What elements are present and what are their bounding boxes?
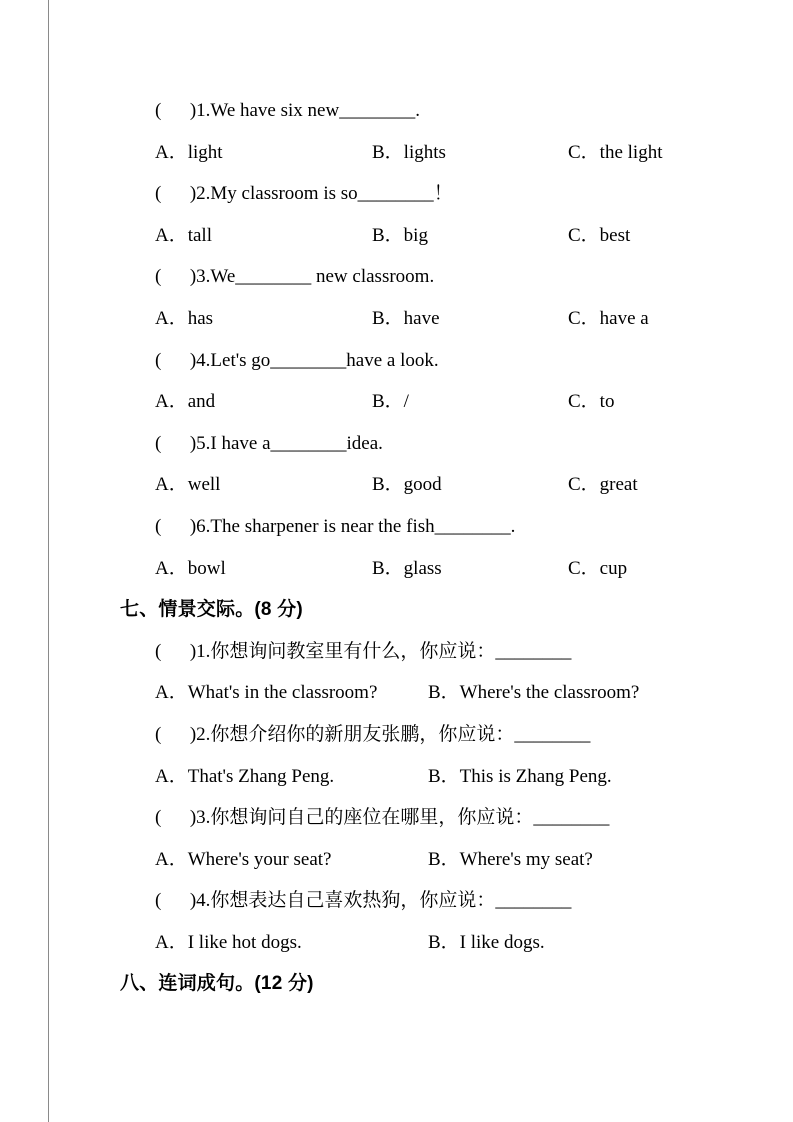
question-stem-7-1: ( )1.你想询问教室里有什么，你应说：________ [155, 640, 572, 662]
option-b: B．Where's my seat? [428, 848, 593, 870]
option-row-6 [155, 548, 753, 590]
option-row-4 [155, 381, 753, 423]
question-stem-7-4: ( )4.你想表达自己喜欢热狗，你应说：________ [155, 890, 572, 912]
option-b: B．good [372, 474, 442, 496]
option-c: C．great [568, 474, 638, 496]
option-row-2 [155, 215, 753, 257]
option-a: A．tall [155, 224, 212, 246]
option-b: B．/ [372, 391, 409, 413]
option-row-3 [155, 298, 753, 340]
option-b: B．This is Zhang Peng. [428, 765, 612, 787]
option-a: A．That's Zhang Peng. [155, 765, 335, 787]
option-a: A．Where's your seat? [155, 848, 332, 870]
option-b: B．I like dogs. [428, 931, 545, 953]
option-c: C．have a [568, 307, 649, 329]
option-b: B．glass [372, 557, 442, 579]
question-stem-6: ( )6.The sharpener is near the fish________. [155, 515, 516, 537]
option-row-7-3 [155, 839, 753, 881]
option-c: C．to [568, 391, 615, 413]
question-stem-7-3: ( )3.你想询问自己的座位在哪里，你应说：________ [155, 807, 610, 829]
option-c: C．cup [568, 557, 628, 579]
question-stem-1: ( )1.We have six new________. [155, 100, 420, 121]
option-a: A．I like hot dogs. [155, 931, 302, 953]
option-c: C．the light [568, 141, 663, 163]
option-b: B．have [372, 307, 440, 329]
option-row-7-2 [155, 756, 753, 798]
question-stem-4: ( )4.Let's go________have a look. [155, 349, 439, 371]
section-title-8: 八、连词成句。(12 分) [120, 973, 314, 995]
option-c: C．best [568, 224, 631, 246]
option-row-1 [155, 132, 753, 174]
option-b: B．big [372, 224, 428, 246]
question-stem-3: ( )3.We________ new classroom. [155, 266, 435, 288]
option-a: A．light [155, 141, 223, 163]
option-b: B．lights [372, 141, 446, 163]
option-row-7-1 [155, 672, 753, 714]
option-row-5 [155, 464, 753, 506]
option-a: A．and [155, 391, 216, 413]
question-stem-7-2: ( )2.你想介绍你的新朋友张鹏，你应说：________ [155, 723, 591, 745]
option-a: A．well [155, 474, 221, 496]
option-a: A．bowl [155, 557, 226, 579]
question-stem-5: ( )5.I have a________idea. [155, 432, 383, 454]
option-a: A．What's in the classroom? [155, 682, 378, 704]
option-row-7-4 [155, 922, 753, 964]
section-title-7: 七、情景交际。(8 分) [120, 599, 303, 621]
option-a: A．has [155, 307, 214, 329]
question-stem-2: ( )2.My classroom is so________！ [155, 183, 453, 205]
option-b: B．Where's the classroom? [428, 682, 640, 704]
